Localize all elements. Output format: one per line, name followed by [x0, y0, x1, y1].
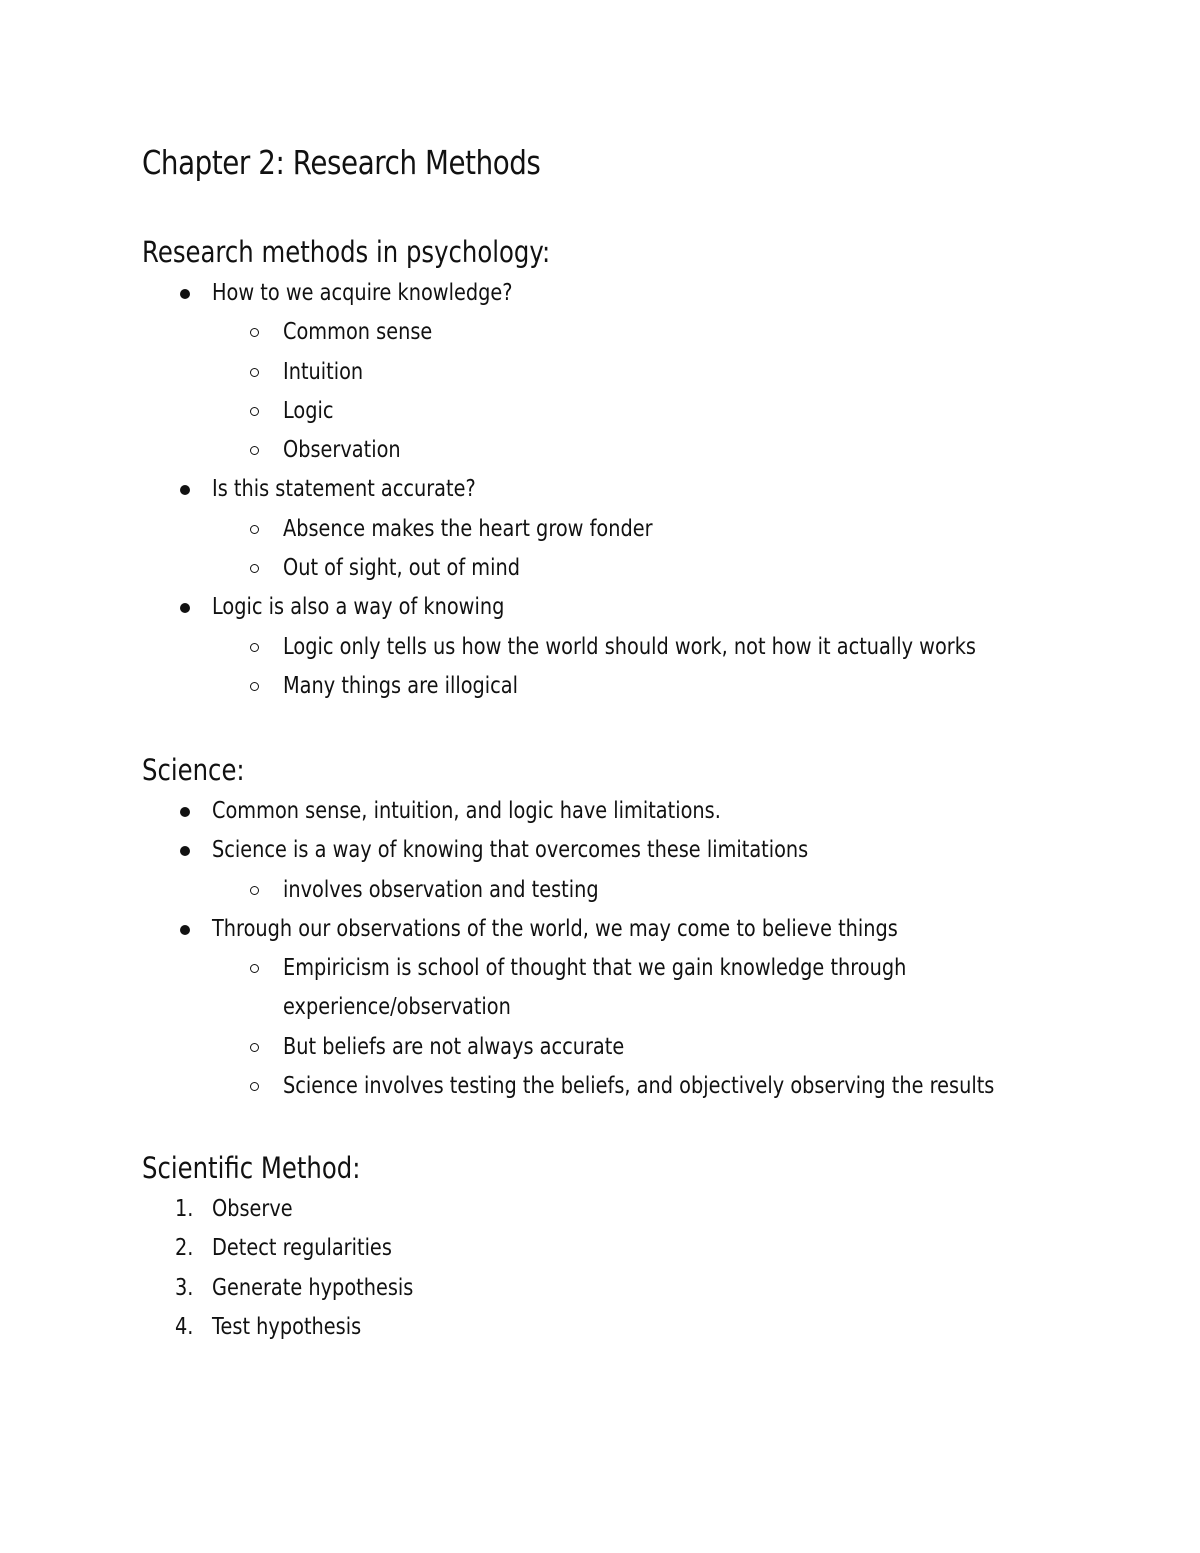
list-item: involves observation and testing — [142, 871, 1142, 910]
list-item: Empiricism is school of thought that we gain knowledge through experience/observation — [142, 949, 1142, 1028]
hollow-bullet-icon — [250, 886, 259, 895]
list-item: Science is a way of knowing that overcomes these limitations — [142, 831, 1142, 870]
step-number: 2. — [175, 1235, 194, 1262]
list-item: But beliefs are not always accurate — [142, 1028, 1142, 1067]
step-number: 3. — [175, 1274, 194, 1301]
hollow-bullet-icon — [250, 964, 259, 973]
list-item: Logic is also a way of knowing — [142, 588, 1142, 627]
list-item: Is this statement accurate? — [142, 470, 1142, 509]
list-item: Out of sight, out of mind — [142, 549, 1142, 588]
hollow-bullet-icon — [250, 682, 259, 691]
step-number: 4. — [175, 1313, 194, 1340]
list-item: Logic — [142, 392, 1142, 431]
list-item: How to we acquire knowledge? — [142, 274, 1142, 313]
list-item: Absence makes the heart grow fonder — [142, 510, 1142, 549]
research-methods-list — [142, 274, 1142, 706]
hollow-bullet-icon — [250, 368, 259, 377]
section-heading-research-methods: Research methods in psychology: — [142, 235, 551, 269]
page-title: Chapter 2: Research Methods — [142, 143, 541, 182]
hollow-bullet-icon — [250, 328, 259, 337]
scientific-method-steps — [142, 1190, 1142, 1347]
hollow-bullet-icon — [250, 1082, 259, 1091]
list-item: Common sense, intuition, and logic have limitations. — [142, 792, 1142, 831]
hollow-bullet-icon — [250, 407, 259, 416]
section-scientific-method — [142, 1148, 1142, 1347]
section-research-methods — [142, 232, 1142, 706]
hollow-bullet-icon — [250, 1043, 259, 1052]
section-heading-science: Science: — [142, 753, 245, 787]
list-item: 2. Detect regularities — [142, 1229, 1142, 1268]
list-item: Common sense — [142, 313, 1142, 352]
bullet-icon — [180, 807, 190, 817]
hollow-bullet-icon — [250, 446, 259, 455]
list-item: Science involves testing the beliefs, and objectively observing the results — [142, 1067, 1142, 1106]
bullet-icon — [180, 846, 190, 856]
science-list — [142, 792, 1142, 1106]
bullet-icon — [180, 485, 190, 495]
bullet-icon — [180, 289, 190, 299]
section-science — [142, 750, 1142, 1106]
hollow-bullet-icon — [250, 525, 259, 534]
bullet-icon — [180, 925, 190, 935]
step-number: 1. — [175, 1196, 194, 1222]
list-item: Many things are illogical — [142, 667, 1142, 706]
list-item: Logic only tells us how the world should work, not how it actually works — [142, 628, 1142, 667]
section-heading-scientific-method: Scientific Method: — [142, 1151, 361, 1185]
hollow-bullet-icon — [250, 643, 259, 652]
list-item: 3. Generate hypothesis — [142, 1269, 1142, 1308]
list-item: Observation — [142, 431, 1142, 470]
list-item: 1. Observe — [142, 1190, 1142, 1229]
bullet-icon — [180, 603, 190, 613]
hollow-bullet-icon — [250, 564, 259, 573]
list-item: Intuition — [142, 353, 1142, 392]
list-item: 4. Test hypothesis — [142, 1308, 1142, 1347]
list-item: Through our observations of the world, we may come to believe things — [142, 910, 1142, 949]
